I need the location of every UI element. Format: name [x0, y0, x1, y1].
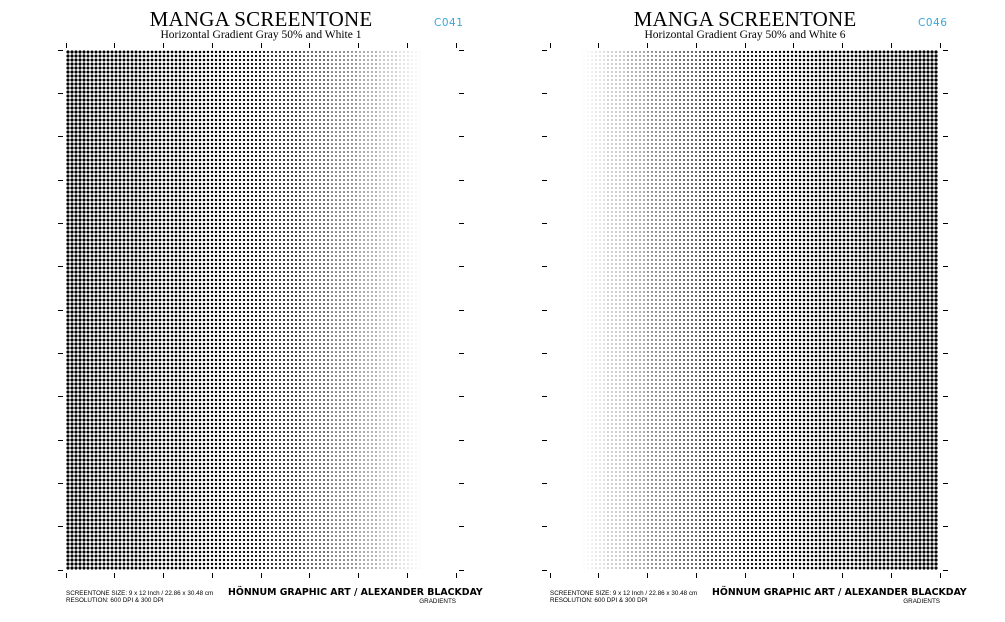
- crop-tick: [891, 573, 892, 578]
- halftone-column: [902, 50, 906, 570]
- crop-tick: [542, 440, 547, 441]
- halftone-column: [898, 50, 902, 570]
- halftone-column: [610, 50, 614, 570]
- crop-tick: [943, 440, 948, 441]
- halftone-column: [702, 50, 706, 570]
- halftone-column: [774, 50, 778, 570]
- halftone-column: [670, 50, 674, 570]
- halftone-column: [122, 50, 126, 570]
- crop-tick: [943, 266, 948, 267]
- halftone-column: [74, 50, 78, 570]
- halftone-column: [886, 50, 890, 570]
- crop-tick: [58, 266, 63, 267]
- halftone-column: [810, 50, 814, 570]
- halftone-column: [266, 50, 270, 570]
- halftone-column: [726, 50, 730, 570]
- crop-tick: [212, 43, 213, 48]
- crop-tick: [212, 573, 213, 578]
- halftone-column: [258, 50, 262, 570]
- halftone-column: [386, 50, 390, 570]
- halftone-column: [638, 50, 642, 570]
- halftone-column: [714, 50, 718, 570]
- halftone-column: [146, 50, 150, 570]
- halftone-gradient: [66, 50, 456, 570]
- crop-tick: [542, 483, 547, 484]
- halftone-column: [814, 50, 818, 570]
- crop-tick: [696, 573, 697, 578]
- halftone-column: [334, 50, 338, 570]
- crop-tick: [943, 136, 948, 137]
- halftone-column: [794, 50, 798, 570]
- crop-tick: [456, 43, 457, 48]
- crop-ticks-top: [66, 43, 456, 48]
- crop-ticks-right: [943, 50, 948, 570]
- crop-tick: [459, 353, 464, 354]
- halftone-column: [318, 50, 322, 570]
- crop-tick: [943, 526, 948, 527]
- halftone-column: [138, 50, 142, 570]
- halftone-column: [190, 50, 194, 570]
- halftone-column: [582, 50, 586, 570]
- crop-tick: [542, 180, 547, 181]
- crop-tick: [459, 483, 464, 484]
- halftone-column: [914, 50, 918, 570]
- halftone-column: [66, 50, 70, 570]
- crop-tick: [114, 573, 115, 578]
- crop-tick: [542, 93, 547, 94]
- halftone-column: [862, 50, 866, 570]
- crop-tick: [66, 573, 67, 578]
- crop-tick: [309, 43, 310, 48]
- crop-tick: [58, 570, 63, 571]
- halftone-column: [326, 50, 330, 570]
- halftone-column: [110, 50, 114, 570]
- halftone-column: [406, 50, 410, 570]
- halftone-column: [278, 50, 282, 570]
- sheet-meta: [66, 590, 213, 604]
- crop-ticks-bottom: [550, 573, 940, 578]
- halftone-column: [214, 50, 218, 570]
- halftone-column: [154, 50, 158, 570]
- crop-tick: [58, 396, 63, 397]
- halftone-column: [414, 50, 418, 570]
- crop-tick: [58, 526, 63, 527]
- crop-tick: [261, 43, 262, 48]
- halftone-column: [254, 50, 258, 570]
- halftone-column: [130, 50, 134, 570]
- halftone-column: [850, 50, 854, 570]
- screentone-sheet-c046: [516, 0, 986, 622]
- crop-tick: [943, 180, 948, 181]
- halftone-column: [870, 50, 874, 570]
- halftone-column: [834, 50, 838, 570]
- halftone-column: [606, 50, 610, 570]
- sheet-code: C041: [434, 17, 464, 29]
- halftone-column: [674, 50, 678, 570]
- halftone-column: [98, 50, 102, 570]
- halftone-column: [78, 50, 82, 570]
- sheet-subtitle: Horizontal Gradient Gray 50% and White 1: [160, 29, 362, 41]
- crop-ticks-right: [459, 50, 464, 570]
- halftone-column: [782, 50, 786, 570]
- crop-tick: [163, 43, 164, 48]
- halftone-column: [226, 50, 230, 570]
- crop-tick: [358, 573, 359, 578]
- crop-tick: [940, 43, 941, 48]
- halftone-column: [874, 50, 878, 570]
- halftone-column: [402, 50, 406, 570]
- halftone-column: [818, 50, 822, 570]
- halftone-column: [822, 50, 826, 570]
- halftone-column: [314, 50, 318, 570]
- halftone-column: [90, 50, 94, 570]
- crop-tick: [459, 396, 464, 397]
- halftone-column: [394, 50, 398, 570]
- halftone-column: [622, 50, 626, 570]
- crop-tick: [358, 43, 359, 48]
- halftone-dots: [550, 50, 940, 570]
- halftone-column: [170, 50, 174, 570]
- halftone-column: [910, 50, 914, 570]
- halftone-column: [306, 50, 310, 570]
- halftone-column: [398, 50, 402, 570]
- crop-tick: [745, 43, 746, 48]
- crop-tick: [58, 93, 63, 94]
- halftone-column: [218, 50, 222, 570]
- credit-text: HÖNNUM GRAPHIC ART / ALEXANDER BLACKDAY: [228, 587, 483, 598]
- halftone-column: [858, 50, 862, 570]
- crop-tick: [542, 50, 547, 51]
- halftone-column: [246, 50, 250, 570]
- crop-tick: [58, 440, 63, 441]
- crop-tick: [542, 223, 547, 224]
- crop-tick: [407, 43, 408, 48]
- crop-tick: [647, 573, 648, 578]
- crop-tick: [943, 50, 948, 51]
- sheet-code: C046: [918, 17, 948, 29]
- screentone-size-text: SCREENTONE SIZE: 9 x 12 Inch / 22.86 x 30.48 cm: [550, 590, 698, 597]
- crop-tick: [58, 223, 63, 224]
- crop-tick: [58, 50, 63, 51]
- halftone-column: [710, 50, 714, 570]
- halftone-column: [598, 50, 602, 570]
- halftone-column: [206, 50, 210, 570]
- screentone-size-text: SCREENTONE SIZE: 9 x 12 Inch / 22.86 x 30.48 cm: [66, 590, 214, 597]
- halftone-column: [626, 50, 630, 570]
- sheet-meta: [550, 590, 697, 604]
- halftone-column: [358, 50, 362, 570]
- crop-tick: [58, 180, 63, 181]
- halftone-column: [706, 50, 710, 570]
- crop-ticks-bottom: [66, 573, 456, 578]
- halftone-column: [878, 50, 882, 570]
- crop-tick: [459, 50, 464, 51]
- halftone-column: [134, 50, 138, 570]
- halftone-column: [698, 50, 702, 570]
- crop-tick: [943, 310, 948, 311]
- halftone-column: [354, 50, 358, 570]
- halftone-column: [646, 50, 650, 570]
- halftone-column: [838, 50, 842, 570]
- halftone-column: [294, 50, 298, 570]
- crop-tick: [550, 573, 551, 578]
- crop-tick: [598, 573, 599, 578]
- halftone-column: [230, 50, 234, 570]
- crop-tick: [542, 396, 547, 397]
- halftone-column: [786, 50, 790, 570]
- crop-tick: [943, 93, 948, 94]
- crop-tick: [891, 43, 892, 48]
- halftone-column: [262, 50, 266, 570]
- crop-tick: [459, 440, 464, 441]
- halftone-column: [666, 50, 670, 570]
- crop-tick: [459, 310, 464, 311]
- halftone-column: [234, 50, 238, 570]
- crop-tick: [943, 223, 948, 224]
- crop-tick: [309, 573, 310, 578]
- halftone-column: [890, 50, 894, 570]
- halftone-column: [298, 50, 302, 570]
- halftone-column: [686, 50, 690, 570]
- halftone-column: [178, 50, 182, 570]
- halftone-column: [742, 50, 746, 570]
- crop-tick: [456, 573, 457, 578]
- crop-tick: [793, 573, 794, 578]
- halftone-column: [290, 50, 294, 570]
- crop-tick: [58, 483, 63, 484]
- halftone-column: [322, 50, 326, 570]
- halftone-column: [106, 50, 110, 570]
- halftone-column: [282, 50, 286, 570]
- halftone-column: [94, 50, 98, 570]
- halftone-column: [618, 50, 622, 570]
- crop-tick: [66, 43, 67, 48]
- halftone-column: [854, 50, 858, 570]
- halftone-column: [310, 50, 314, 570]
- halftone-column: [270, 50, 274, 570]
- halftone-column: [798, 50, 802, 570]
- halftone-column: [210, 50, 214, 570]
- credit-text: HÖNNUM GRAPHIC ART / ALEXANDER BLACKDAY: [712, 587, 967, 598]
- crop-tick: [598, 43, 599, 48]
- halftone-column: [634, 50, 638, 570]
- crop-tick: [542, 136, 547, 137]
- resolution-text: RESOLUTION: 600 DPI & 300 DPI: [66, 597, 164, 604]
- halftone-column: [842, 50, 846, 570]
- halftone-column: [678, 50, 682, 570]
- sheet-title: MANGA SCREENTONE: [633, 7, 857, 31]
- halftone-column: [762, 50, 766, 570]
- halftone-column: [338, 50, 342, 570]
- crop-tick: [261, 573, 262, 578]
- crop-tick: [943, 483, 948, 484]
- halftone-column: [366, 50, 370, 570]
- halftone-column: [274, 50, 278, 570]
- crop-tick: [459, 136, 464, 137]
- halftone-column: [690, 50, 694, 570]
- halftone-column: [238, 50, 242, 570]
- halftone-column: [738, 50, 742, 570]
- halftone-column: [930, 50, 934, 570]
- category-text: GRADIENTS: [903, 598, 940, 605]
- halftone-column: [242, 50, 246, 570]
- halftone-column: [846, 50, 850, 570]
- halftone-column: [586, 50, 590, 570]
- halftone-column: [70, 50, 74, 570]
- crop-tick: [459, 180, 464, 181]
- halftone-column: [162, 50, 166, 570]
- halftone-column: [174, 50, 178, 570]
- halftone-column: [86, 50, 90, 570]
- halftone-column: [766, 50, 770, 570]
- crop-tick: [745, 573, 746, 578]
- crop-tick: [459, 223, 464, 224]
- category-text: GRADIENTS: [419, 598, 456, 605]
- halftone-column: [390, 50, 394, 570]
- halftone-column: [866, 50, 870, 570]
- halftone-column: [302, 50, 306, 570]
- halftone-column: [182, 50, 186, 570]
- halftone-column: [922, 50, 926, 570]
- crop-tick: [647, 43, 648, 48]
- halftone-column: [382, 50, 386, 570]
- halftone-column: [374, 50, 378, 570]
- halftone-column: [894, 50, 898, 570]
- halftone-column: [114, 50, 118, 570]
- halftone-column: [830, 50, 834, 570]
- crop-tick: [542, 310, 547, 311]
- crop-ticks-top: [550, 43, 940, 48]
- crop-tick: [58, 310, 63, 311]
- crop-tick: [459, 266, 464, 267]
- halftone-column: [346, 50, 350, 570]
- halftone-column: [198, 50, 202, 570]
- halftone-column: [906, 50, 910, 570]
- halftone-column: [682, 50, 686, 570]
- crop-tick: [842, 43, 843, 48]
- halftone-column: [150, 50, 154, 570]
- halftone-column: [934, 50, 938, 570]
- crop-tick: [542, 353, 547, 354]
- halftone-column: [750, 50, 754, 570]
- crop-tick: [58, 353, 63, 354]
- halftone-column: [102, 50, 106, 570]
- crop-tick: [542, 570, 547, 571]
- screentone-sheet-c041: [32, 0, 502, 622]
- crop-tick: [542, 526, 547, 527]
- halftone-column: [410, 50, 414, 570]
- halftone-column: [650, 50, 654, 570]
- halftone-dots: [66, 50, 456, 570]
- halftone-column: [926, 50, 930, 570]
- halftone-column: [730, 50, 734, 570]
- crop-tick: [459, 93, 464, 94]
- halftone-column: [286, 50, 290, 570]
- halftone-column: [722, 50, 726, 570]
- halftone-column: [694, 50, 698, 570]
- halftone-column: [746, 50, 750, 570]
- halftone-column: [594, 50, 598, 570]
- halftone-column: [654, 50, 658, 570]
- crop-tick: [459, 526, 464, 527]
- halftone-column: [186, 50, 190, 570]
- halftone-column: [118, 50, 122, 570]
- halftone-column: [602, 50, 606, 570]
- halftone-column: [806, 50, 810, 570]
- halftone-column: [590, 50, 594, 570]
- crop-tick: [793, 43, 794, 48]
- halftone-column: [330, 50, 334, 570]
- crop-tick: [940, 573, 941, 578]
- halftone-column: [918, 50, 922, 570]
- halftone-column: [770, 50, 774, 570]
- halftone-column: [718, 50, 722, 570]
- halftone-column: [754, 50, 758, 570]
- halftone-column: [790, 50, 794, 570]
- crop-tick: [943, 396, 948, 397]
- halftone-column: [166, 50, 170, 570]
- halftone-column: [642, 50, 646, 570]
- halftone-gradient: [550, 50, 940, 570]
- halftone-column: [82, 50, 86, 570]
- halftone-column: [194, 50, 198, 570]
- halftone-column: [126, 50, 130, 570]
- crop-tick: [459, 570, 464, 571]
- crop-tick: [542, 266, 547, 267]
- halftone-column: [630, 50, 634, 570]
- halftone-column: [658, 50, 662, 570]
- resolution-text: RESOLUTION: 600 DPI & 300 DPI: [550, 597, 648, 604]
- halftone-column: [202, 50, 206, 570]
- halftone-column: [734, 50, 738, 570]
- crop-tick: [550, 43, 551, 48]
- halftone-column: [662, 50, 666, 570]
- halftone-column: [350, 50, 354, 570]
- crop-tick: [696, 43, 697, 48]
- halftone-column: [250, 50, 254, 570]
- halftone-column: [370, 50, 374, 570]
- halftone-column: [342, 50, 346, 570]
- sheet-title: MANGA SCREENTONE: [149, 7, 373, 31]
- crop-ticks-left: [542, 50, 547, 570]
- sheet-subtitle: Horizontal Gradient Gray 50% and White 6: [644, 29, 846, 41]
- halftone-column: [826, 50, 830, 570]
- crop-tick: [943, 570, 948, 571]
- halftone-column: [614, 50, 618, 570]
- halftone-column: [222, 50, 226, 570]
- crop-tick: [407, 573, 408, 578]
- crop-tick: [114, 43, 115, 48]
- crop-tick: [842, 573, 843, 578]
- halftone-column: [142, 50, 146, 570]
- crop-tick: [163, 573, 164, 578]
- halftone-column: [758, 50, 762, 570]
- halftone-column: [882, 50, 886, 570]
- halftone-column: [378, 50, 382, 570]
- halftone-column: [418, 50, 422, 570]
- crop-tick: [943, 353, 948, 354]
- halftone-column: [158, 50, 162, 570]
- halftone-column: [802, 50, 806, 570]
- halftone-column: [362, 50, 366, 570]
- halftone-column: [778, 50, 782, 570]
- crop-ticks-left: [58, 50, 63, 570]
- crop-tick: [58, 136, 63, 137]
